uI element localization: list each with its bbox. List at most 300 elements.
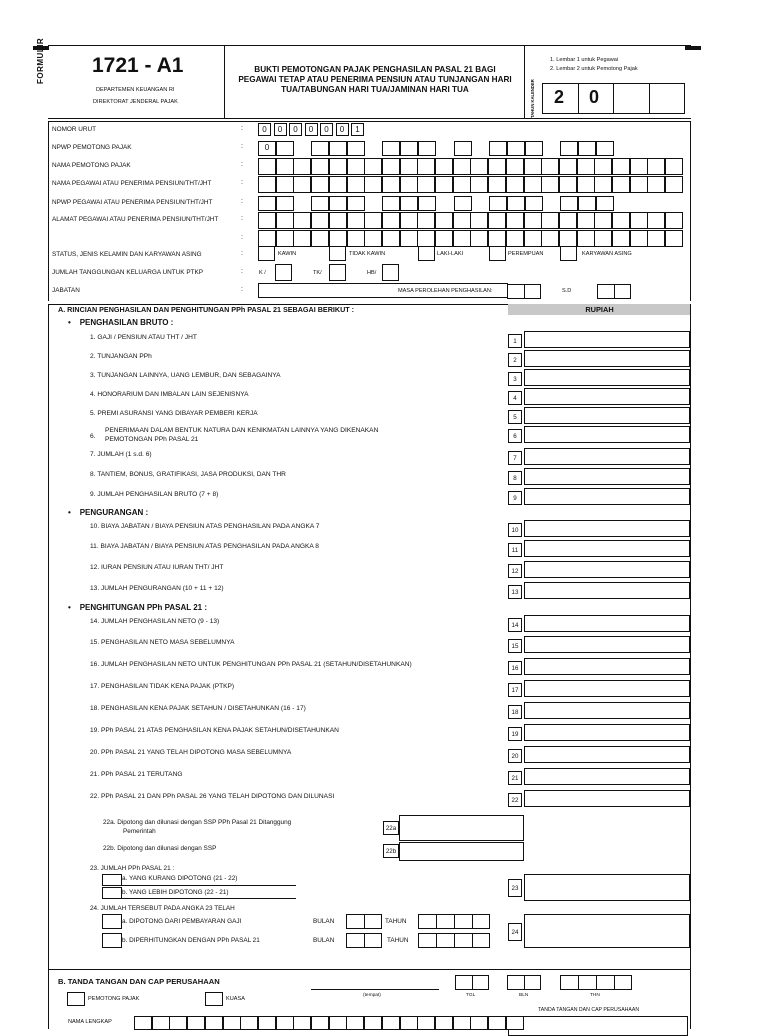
row-value-input[interactable] — [524, 746, 690, 763]
colon: : — [241, 143, 243, 150]
alamat-cell[interactable] — [470, 230, 488, 247]
nama-lengkap-cell[interactable] — [364, 1016, 382, 1030]
nama-pegawai-cell[interactable] — [594, 176, 612, 193]
row-label: 11. BIAYA JABATAN / BIAYA PENSIUN ATAS PENGHASILAN PADA ANGKA 8 — [90, 543, 319, 550]
row-23b-underline — [122, 898, 296, 899]
row-label: 22. PPh PASAL 21 DAN PPh PASAL 26 YANG TELAH DIPOTONG DAN DILUNASI — [90, 793, 335, 800]
npwp-digit[interactable] — [276, 141, 294, 156]
row-value-input[interactable] — [524, 350, 690, 367]
tidak-kawin-checkbox[interactable] — [329, 246, 346, 261]
alamat-cell[interactable] — [276, 212, 294, 229]
nama-pemotong-cell[interactable] — [594, 158, 612, 175]
row-label: 16. JUMLAH PENGHASILAN NETO UNTUK PENGHITUNGAN PPh PASAL 21 (SETAHUN/DISETAHUNKAN) — [90, 661, 412, 668]
nama-pemotong-cell[interactable] — [488, 158, 506, 175]
row-number: 22 — [508, 793, 522, 807]
alamat-cell[interactable] — [417, 230, 435, 247]
nomor-urut-digit[interactable]: 1 — [351, 123, 364, 136]
kawin-checkbox[interactable] — [258, 246, 275, 261]
nomor-urut-digit[interactable]: 0 — [320, 123, 333, 136]
row-value-input[interactable] — [524, 615, 690, 632]
masa-perolehan-label: MASA PEROLEHAN PENGHASILAN: — [398, 288, 493, 294]
row-value-input[interactable] — [524, 468, 690, 485]
nama-pegawai-cell[interactable] — [630, 176, 648, 193]
row-label: 18. PENGHASILAN KENA PAJAK SETAHUN / DISETAHUNKAN (16 - 17) — [90, 705, 306, 712]
npwp-digit[interactable] — [347, 196, 365, 211]
nama-lengkap-cell[interactable] — [187, 1016, 205, 1030]
row-value-input[interactable] — [524, 388, 690, 405]
masa-end-input[interactable] — [597, 284, 631, 299]
nama-lengkap-cell[interactable] — [329, 1016, 347, 1030]
laki-laki-checkbox[interactable] — [418, 246, 435, 261]
npwp-digit[interactable] — [311, 196, 329, 211]
alamat-cell[interactable] — [594, 212, 612, 229]
nama-lengkap-cell[interactable] — [506, 1016, 524, 1030]
alamat-cell[interactable] — [453, 212, 471, 229]
status-label: STATUS, JENIS KELAMIN DAN KARYAWAN ASING — [52, 251, 202, 258]
alamat-cell[interactable] — [647, 230, 665, 247]
perempuan-checkbox[interactable] — [489, 246, 506, 261]
npwp-digit[interactable] — [329, 141, 347, 156]
year-digit-2[interactable]: 0 — [589, 87, 600, 107]
row-value-input[interactable] — [524, 369, 690, 386]
row-number: 11 — [508, 543, 522, 557]
nama-pemotong-label: NAMA PEMOTONG PAJAK — [52, 162, 131, 169]
row-23-label: 23. JUMLAH PPh PASAL 21 : — [90, 865, 175, 872]
nama-pegawai-cell[interactable] — [258, 176, 276, 193]
tanggungan-label: JUMLAH TANGGUNGAN KELUARGA UNTUK PTKP — [52, 269, 204, 276]
row-value-input[interactable] — [524, 724, 690, 741]
row-value-input[interactable] — [524, 582, 690, 599]
alamat-cell[interactable] — [541, 212, 559, 229]
hb-label: HB/ — [367, 270, 377, 276]
row-value-input[interactable] — [524, 540, 690, 557]
npwp-digit[interactable] — [258, 196, 276, 211]
alamat-cell[interactable] — [612, 230, 630, 247]
row-number: 14 — [508, 618, 522, 632]
alamat-cell[interactable] — [612, 212, 630, 229]
nama-lengkap-cell[interactable] — [453, 1016, 471, 1030]
row-label: 1. GAJI / PENSIUN ATAU THT / JHT — [90, 334, 197, 341]
nama-pegawai-cell[interactable] — [488, 176, 506, 193]
nama-lengkap-cell[interactable] — [169, 1016, 187, 1030]
form-code: 1721 - A1 — [92, 54, 184, 77]
nomor-urut-digit[interactable]: 0 — [258, 123, 271, 136]
nama-pemotong-cell[interactable] — [364, 158, 382, 175]
row-label: 7. JUMLAH (1 s.d. 6) — [90, 451, 152, 458]
npwp-digit[interactable]: 0 — [258, 141, 276, 156]
row-23b-label: b. YANG LEBIH DIPOTONG (22 - 21) — [122, 889, 229, 896]
row-label: 3. TUNJANGAN LAINNYA, UANG LEMBUR, DAN SEBAGAINYA — [90, 372, 281, 379]
dept-label: DEPARTEMEN KEUANGAN RI — [96, 87, 175, 93]
row-value-input[interactable] — [524, 658, 690, 675]
nama-pegawai-cell[interactable] — [665, 176, 683, 193]
nama-pegawai-cell[interactable] — [329, 176, 347, 193]
row-label: 5. PREMI ASURANSI YANG DIBAYAR PEMBERI KERJA — [90, 410, 258, 417]
row-number: 12 — [508, 564, 522, 578]
nama-pemotong-cell[interactable] — [559, 158, 577, 175]
row-number: 19 — [508, 727, 522, 741]
formulir-label: FORMULIR — [36, 37, 45, 84]
nama-pemotong-cell[interactable] — [453, 158, 471, 175]
row-number: 8 — [508, 471, 522, 485]
nama-pegawai-cell[interactable] — [382, 176, 400, 193]
alamat-cell[interactable] — [665, 212, 683, 229]
row-label-line1: PENERIMAAN DALAM BENTUK NATURA DAN KENIKMATAN LAINNYA YANG DIKENAKAN — [105, 427, 379, 434]
nama-pemotong-cell[interactable] — [293, 158, 311, 175]
masa-start-input[interactable] — [507, 284, 541, 299]
row-22a-value[interactable] — [399, 815, 524, 841]
alamat-pegawai-label: ALAMAT PEGAWAI ATAU PENERIMA PENSIUN/THT/JHT — [52, 216, 219, 223]
row-value-input[interactable] — [524, 448, 690, 465]
npwp-digit[interactable] — [507, 141, 525, 156]
nama-pemotong-cell[interactable] — [435, 158, 453, 175]
npwp-digit[interactable] — [525, 196, 543, 211]
alamat-cell[interactable] — [329, 230, 347, 247]
colon: : — [241, 125, 243, 132]
row-24a-bulan-input[interactable] — [346, 914, 382, 929]
npwp-digit[interactable] — [347, 141, 365, 156]
nama-pemotong-cell[interactable] — [417, 158, 435, 175]
row-number: 20 — [508, 749, 522, 763]
section-b-left-border — [48, 969, 49, 1029]
row-label: 12. IURAN PENSIUN ATAU IURAN THT/ JHT — [90, 564, 224, 571]
row-24a-tahun-input[interactable] — [418, 914, 490, 929]
tk-input[interactable] — [329, 264, 346, 281]
row-label: 9. JUMLAH PENGHASILAN BRUTO (7 + 8) — [90, 491, 219, 498]
row-label: 21. PPh PASAL 21 TERUTANG — [90, 771, 183, 778]
row-value-input[interactable] — [524, 636, 690, 653]
nomor-urut-digit[interactable]: 0 — [336, 123, 349, 136]
nama-pegawai-label: NAMA PEGAWAI ATAU PENERIMA PENSIUN/THT/JHT — [52, 180, 212, 187]
npwp-digit[interactable] — [560, 141, 578, 156]
nama-pemotong-cell[interactable] — [329, 158, 347, 175]
nama-lengkap-cell[interactable] — [258, 1016, 276, 1030]
row-23b-checkbox[interactable] — [102, 887, 122, 899]
alamat-cell[interactable] — [311, 212, 329, 229]
alamat-cell[interactable] — [347, 212, 365, 229]
karyawan-asing-label: KARYAWAN ASING — [582, 251, 632, 257]
nomor-urut-digit[interactable]: 0 — [274, 123, 287, 136]
row-label: 15. PENGHASILAN NETO MASA SEBELUMNYA — [90, 639, 235, 646]
nama-lengkap-label: NAMA LENGKAP — [68, 1019, 112, 1025]
alamat-cell[interactable] — [488, 230, 506, 247]
row-number: 21 — [508, 771, 522, 785]
row-22a-text: 22a. Dipotong dan dilunasi dengan SSP PPh Pasal 21 Ditanggung — [103, 819, 292, 826]
signature-box[interactable] — [508, 1016, 688, 1036]
nomor-urut-label: NOMOR URUT — [52, 126, 97, 133]
npwp-digit[interactable] — [418, 196, 436, 211]
row-label: 4. HONORARIUM DAN IMBALAN LAIN SEJENISNYA — [90, 391, 249, 398]
alamat-cell[interactable] — [364, 212, 382, 229]
nama-lengkap-cell[interactable] — [417, 1016, 435, 1030]
nama-pegawai-cell[interactable] — [470, 176, 488, 193]
nama-lengkap-cell[interactable] — [435, 1016, 453, 1030]
year-digit-1[interactable]: 2 — [554, 87, 565, 107]
row-label: 14. JUMLAH PENGHASILAN NETO (9 - 13) — [90, 618, 220, 625]
nama-lengkap-cell[interactable] — [470, 1016, 488, 1030]
npwp-digit[interactable] — [489, 141, 507, 156]
tempat-line — [311, 989, 439, 990]
nama-pemotong-cell[interactable] — [541, 158, 559, 175]
alamat-cell[interactable] — [258, 230, 276, 247]
npwp-digit[interactable] — [489, 196, 507, 211]
alamat-cell[interactable] — [435, 212, 453, 229]
nama-pegawai-cell[interactable] — [506, 176, 524, 193]
row-22a-number: 22a — [383, 821, 399, 835]
alamat-cell[interactable] — [488, 212, 506, 229]
row-value-input[interactable] — [524, 790, 690, 807]
hb-input[interactable] — [382, 264, 399, 281]
nama-pemotong-cell[interactable] — [665, 158, 683, 175]
nama-pemotong-cell[interactable] — [258, 158, 276, 175]
perempuan-label: PEREMPUAN — [508, 251, 544, 257]
npwp-digit[interactable] — [329, 196, 347, 211]
alamat-cell[interactable] — [276, 230, 294, 247]
npwp-digit[interactable] — [507, 196, 525, 211]
alamat-cell[interactable] — [577, 212, 595, 229]
nama-pegawai-cell[interactable] — [311, 176, 329, 193]
row-22b-label: 22b. Dipotong dan dilunasi dengan SSP — [103, 845, 217, 852]
npwp-digit[interactable] — [400, 196, 418, 211]
tgl-input[interactable] — [455, 975, 489, 990]
row-value-input[interactable] — [524, 488, 690, 505]
row-24b-checkbox[interactable] — [102, 933, 122, 948]
nama-lengkap-cell[interactable] — [293, 1016, 311, 1030]
nama-pegawai-cell[interactable] — [612, 176, 630, 193]
row-22b-number: 22b — [383, 844, 399, 858]
nama-pemotong-cell[interactable] — [630, 158, 648, 175]
alamat-cell[interactable] — [258, 212, 276, 229]
row-value-input[interactable] — [524, 561, 690, 578]
nama-lengkap-cell[interactable] — [240, 1016, 258, 1030]
row-24b-bulan-input[interactable] — [346, 933, 382, 948]
nama-pegawai-cell[interactable] — [364, 176, 382, 193]
nama-lengkap-cell[interactable] — [152, 1016, 170, 1030]
npwp-digit[interactable] — [400, 141, 418, 156]
alamat-cell[interactable] — [400, 230, 418, 247]
row-24-value[interactable] — [524, 914, 690, 948]
karyawan-asing-checkbox[interactable] — [560, 246, 577, 261]
npwp-digit[interactable] — [311, 141, 329, 156]
tk-label: TK/ — [313, 270, 322, 276]
npwp-digit[interactable] — [525, 141, 543, 156]
thn-label: THN — [590, 993, 600, 998]
row-24-number: 24 — [508, 923, 522, 941]
row-24-label: 24. JUMLAH TERSEBUT PADA ANGKA 23 TELAH — [90, 905, 235, 912]
nama-pegawai-cell[interactable] — [276, 176, 294, 193]
alamat-cell[interactable] — [506, 230, 524, 247]
nama-pegawai-cell[interactable] — [524, 176, 542, 193]
nama-pegawai-cell[interactable] — [577, 176, 595, 193]
row-number: 13 — [508, 585, 522, 599]
alamat-cell[interactable] — [470, 212, 488, 229]
npwp-digit[interactable] — [454, 141, 472, 156]
row-24a-checkbox[interactable] — [102, 914, 122, 929]
npwp-digit[interactable] — [454, 196, 472, 211]
alamat-cell[interactable] — [559, 230, 577, 247]
npwp-digit[interactable] — [418, 141, 436, 156]
alamat-cell[interactable] — [541, 230, 559, 247]
alamat-cell[interactable] — [293, 230, 311, 247]
nama-lengkap-cell[interactable] — [382, 1016, 400, 1030]
sd-label: S.D — [562, 288, 572, 294]
colon: : — [241, 234, 243, 241]
npwp-digit[interactable] — [578, 196, 596, 211]
alamat-cell[interactable] — [665, 230, 683, 247]
form-title — [225, 65, 525, 95]
tahun-kalender-label: TAHUN KALENDER — [530, 79, 535, 118]
npwp-digit[interactable] — [596, 196, 614, 211]
row-23a-checkbox[interactable] — [102, 874, 122, 886]
k-input[interactable] — [275, 264, 292, 281]
copy-note-1: 1. Lembar 1 untuk Pegawai — [550, 57, 619, 63]
row-24b-tahun-label: TAHUN — [387, 937, 409, 944]
colon: : — [241, 215, 243, 222]
row-number: 10 — [508, 523, 522, 537]
row-22b-value[interactable] — [399, 842, 524, 861]
alamat-cell[interactable] — [524, 212, 542, 229]
tidak-kawin-label: TIDAK KAWIN — [349, 251, 386, 257]
row-number: 4 — [508, 391, 522, 405]
alamat-cell[interactable] — [630, 212, 648, 229]
row-number: 7 — [508, 451, 522, 465]
row-24a-label: a. DIPOTONG DARI PEMBAYARAN GAJI — [122, 918, 242, 925]
alamat-cell[interactable] — [630, 230, 648, 247]
row-22a-label — [103, 818, 291, 836]
alamat-cell[interactable] — [435, 230, 453, 247]
npwp-digit[interactable] — [560, 196, 578, 211]
nama-lengkap-cell[interactable] — [223, 1016, 241, 1030]
nama-pegawai-cell[interactable] — [400, 176, 418, 193]
alamat-cell[interactable] — [577, 230, 595, 247]
form-title-line3: TUA/TABUNGAN HARI TUA/JAMINAN HARI TUA — [281, 85, 469, 94]
bln-input[interactable] — [507, 975, 541, 990]
row-23a-label: a. YANG KURANG DIPOTONG (21 - 22) — [122, 875, 238, 882]
row-22a-text-2: Pemerintah — [123, 828, 156, 835]
nama-pegawai-cell[interactable] — [293, 176, 311, 193]
nama-pemotong-cell[interactable] — [382, 158, 400, 175]
alamat-cell[interactable] — [524, 230, 542, 247]
row-23a-underline — [122, 885, 296, 886]
nama-pegawai-cell[interactable] — [435, 176, 453, 193]
nama-pemotong-cell[interactable] — [647, 158, 665, 175]
nama-pemotong-cell[interactable] — [524, 158, 542, 175]
npwp-pegawai-label: NPWP PEGAWAI ATAU PENERIMA PENSIUN/THT/JHT — [52, 199, 213, 206]
row-label: 20. PPh PASAL 21 YANG TELAH DIPOTONG MASA SEBELUMNYA — [90, 749, 292, 756]
alamat-cell[interactable] — [311, 230, 329, 247]
nama-pemotong-cell[interactable] — [276, 158, 294, 175]
alamat-cell[interactable] — [594, 230, 612, 247]
nomor-urut-digit[interactable]: 0 — [289, 123, 302, 136]
nama-pemotong-cell[interactable] — [400, 158, 418, 175]
nama-pemotong-cell[interactable] — [612, 158, 630, 175]
row-label: 13. JUMLAH PENGURANGAN (10 + 11 + 12) — [90, 585, 224, 592]
row-value-input[interactable] — [524, 680, 690, 697]
nama-pegawai-cell[interactable] — [541, 176, 559, 193]
nama-pegawai-cell[interactable] — [647, 176, 665, 193]
section-a-right-border — [690, 304, 691, 970]
nomor-urut-digit[interactable]: 0 — [305, 123, 318, 136]
npwp-digit[interactable] — [596, 141, 614, 156]
row-24b-bulan-label: BULAN — [313, 937, 335, 944]
form-title-line1: BUKTI PEMOTONGAN PAJAK PENGHASILAN PASAL 21 BAGI — [254, 65, 496, 74]
alamat-cell[interactable] — [347, 230, 365, 247]
row-label-line2: PEMOTONGAN PPh PASAL 21 — [105, 436, 199, 443]
nama-lengkap-cell[interactable] — [134, 1016, 152, 1030]
row-number: 17 — [508, 683, 522, 697]
npwp-digit[interactable] — [578, 141, 596, 156]
npwp-digit[interactable] — [382, 196, 400, 211]
row-23-value[interactable] — [524, 874, 690, 901]
pengurangan-title: • PENGURANGAN : — [68, 508, 149, 517]
jabatan-label: JABATAN — [52, 287, 80, 294]
alamat-cell[interactable] — [400, 212, 418, 229]
alamat-cell[interactable] — [329, 212, 347, 229]
row-number: 18 — [508, 705, 522, 719]
nama-lengkap-cell[interactable] — [276, 1016, 294, 1030]
row-24b-tahun-input[interactable] — [418, 933, 490, 948]
pemotong-pajak-checkbox[interactable] — [67, 992, 85, 1006]
form-title-line2: PEGAWAI TETAP ATAU PENERIMA PENSIUN ATAU TUNJANGAN HARI — [238, 75, 512, 84]
nama-pegawai-cell[interactable] — [559, 176, 577, 193]
row-24b-label: b. DIPERHITUNGKAN DENGAN PPh PASAL 21 — [122, 937, 260, 944]
colon: : — [241, 286, 243, 293]
nama-pegawai-cell[interactable] — [347, 176, 365, 193]
alamat-cell[interactable] — [293, 212, 311, 229]
bruto-title: • PENGHASILAN BRUTO : — [68, 318, 174, 327]
laki-laki-label: LAKI-LAKI — [437, 251, 464, 257]
nama-lengkap-cell[interactable] — [311, 1016, 329, 1030]
nama-pegawai-cell[interactable] — [453, 176, 471, 193]
colon: : — [241, 179, 243, 186]
section-a-left-border — [48, 304, 49, 970]
nama-pemotong-cell[interactable] — [470, 158, 488, 175]
kuasa-checkbox[interactable] — [205, 992, 223, 1006]
thn-input[interactable] — [560, 975, 632, 990]
bln-label: BLN — [519, 993, 529, 998]
alamat-cell[interactable] — [506, 212, 524, 229]
row-value-input[interactable] — [524, 426, 690, 443]
alamat-cell[interactable] — [364, 230, 382, 247]
row-value-input[interactable] — [524, 768, 690, 785]
alamat-cell[interactable] — [382, 212, 400, 229]
nama-pegawai-cell[interactable] — [417, 176, 435, 193]
nama-lengkap-cell[interactable] — [400, 1016, 418, 1030]
nama-pemotong-cell[interactable] — [347, 158, 365, 175]
nama-lengkap-cell[interactable] — [488, 1016, 506, 1030]
row-value-input[interactable] — [524, 331, 690, 348]
alamat-cell[interactable] — [559, 212, 577, 229]
nama-pemotong-cell[interactable] — [311, 158, 329, 175]
alamat-cell[interactable] — [647, 212, 665, 229]
nama-pemotong-cell[interactable] — [577, 158, 595, 175]
alamat-cell[interactable] — [417, 212, 435, 229]
nama-lengkap-cell[interactable] — [205, 1016, 223, 1030]
row-value-input[interactable] — [524, 702, 690, 719]
row-value-input[interactable] — [524, 407, 690, 424]
alamat-cell[interactable] — [382, 230, 400, 247]
alamat-cell[interactable] — [453, 230, 471, 247]
npwp-digit[interactable] — [382, 141, 400, 156]
row-24a-bulan-label: BULAN — [313, 918, 335, 925]
nama-pemotong-cell[interactable] — [506, 158, 524, 175]
npwp-digit[interactable] — [276, 196, 294, 211]
row-label: 10. BIAYA JABATAN / BIAYA PENSIUN ATAS PENGHASILAN PADA ANGKA 7 — [90, 523, 320, 530]
nama-lengkap-cell[interactable] — [346, 1016, 364, 1030]
row-value-input[interactable] — [524, 520, 690, 537]
section-a-bottom-rule — [48, 969, 691, 970]
row-number: 9 — [508, 491, 522, 505]
